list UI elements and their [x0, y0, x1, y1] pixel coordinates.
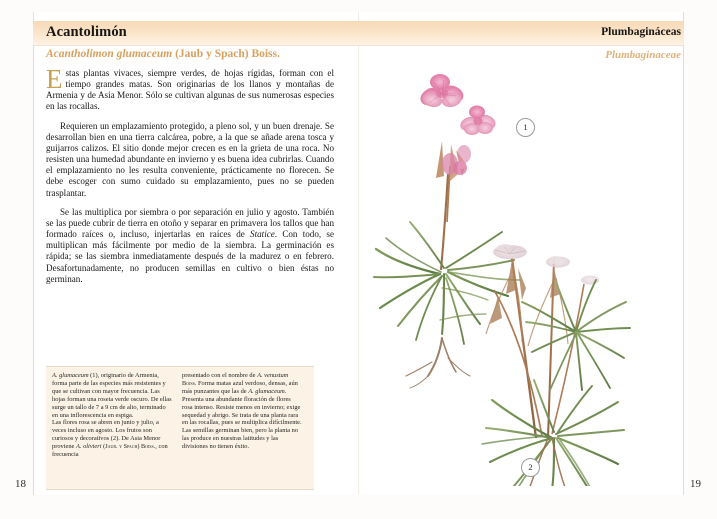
caption-right-text-3: . Presenta una abundante floración de flores rosa intenso. Resiste menos en invierno; exige sequedad y abrigo. Se trata de una planta rara en las rocallas, pues se multiplica difícilmente. Las semillas germinan bien, pero la planta no las produce en nuestras latitudes y las divisiones no tienen éxito. [182, 387, 302, 451]
specimen-1-flowering [374, 74, 520, 388]
paragraph-1-text: stas plantas vivaces, siempre verdes, de hojas rígidas, forman con el tiempo grandes matas. Son originarias de los llanos y montañas de Armenia y de Asia Menor. Sólo se cultivan algunas de sus numerosas especies en las rocallas. [46, 68, 334, 112]
family-name-latin: Plumbaginaceae [605, 49, 681, 61]
genus-statice: Statice [250, 229, 275, 240]
caption-left-text-1: (1), originario de Armenia, forma parte de las especies más resistentes y que se cultivan con mayor frecuencia. Las hojas forman una roseta verde oscuro. De ellas surge un tallo de 7 a 9 cm de alto, terminado en una inflorescencia en espiga. [52, 372, 172, 419]
caption-authority-boiss-2: Boiss. [182, 379, 197, 387]
specimen-2-fruiting [482, 244, 630, 486]
paragraph-1 [46, 64, 334, 113]
caption-authority-boiss: Boiss. [139, 443, 156, 451]
page-gutter-line [358, 12, 359, 495]
caption-species-venustum: A. venustum [257, 372, 289, 379]
page-title: Acantolimón [46, 24, 127, 40]
paragraph-3-part-b: . Con todo, se multiplican más fácilmente por medio de la siembra. La germinación es rápida; se las siembra inmediatamente después de la madurez o en febrero. Desafortunadamente, no producen semillas en cultivo o bien éstas no germinan. [46, 229, 334, 284]
header-band [33, 21, 684, 45]
caption-authority-jaub-spach: (Jaub. y Spach) [103, 443, 140, 451]
paragraph-3 [46, 207, 334, 285]
caption-right-text-2: Forma matas azul verdoso, densas, aún más punzantes que las de [182, 379, 298, 395]
botanical-illustration [370, 46, 670, 486]
caption-species-glumaceum: A. glumaceum [52, 372, 89, 379]
folio-right: 19 [690, 478, 701, 490]
figure-marker-1: 1 [516, 118, 535, 137]
family-name-spanish: Plumbagináceas [601, 26, 681, 38]
caption-right-text-1: presentado con el nombre de [182, 372, 258, 379]
body-text-column [46, 64, 334, 293]
drop-cap: E [46, 64, 63, 94]
caption-box [46, 366, 314, 490]
caption-column-left [52, 372, 172, 485]
caption-species-olivieri: A. olivieri [75, 443, 102, 451]
caption-column-right [182, 372, 302, 485]
caption-left-text-2: Las flores rosa se abren en junio y julio, a veces incluso en agosto. Los frutos son curiosos y decorativos (2). De Asia Menor proviene [52, 419, 161, 451]
figure-marker-2: 2 [521, 458, 540, 477]
scientific-name-binomial: Acantholimon glumaceum [46, 48, 173, 60]
paragraph-2: Requieren un emplazamiento protegido, a pleno sol, y un buen drenaje. Se desarrollan bien en una tierra calcárea, pobre, a la que se añade arena tosca y guijarros calizos. El sitio donde mejor crecen es en la grieta de una roca. No resisten una humedad abundante en invierno y es buena idea cubrirlas. Cuando el emplazamiento no les resulta conveniente, prácticamente no florecen. Se debe escoger con sumo cuidado su emplazamiento, pues no se pueden trasplantar. [46, 120, 334, 198]
scientific-name [46, 48, 280, 60]
folio-left: 18 [15, 478, 26, 490]
caption-species-glumaceum-2: A. glumaceum [248, 387, 285, 395]
scientific-name-authority: (Jaub y Spach) Boiss. [175, 48, 280, 60]
paragraph-3-part-a: Se las multiplica por siembra o por separación en julio y agosto. También se las puede cubrir de tierra en otoño y separar en primavera los tallos que han formado raíces o, incluso, injertarlas en raíces de [46, 206, 334, 240]
caption-left-text-3: , con frecuencia [52, 443, 168, 459]
